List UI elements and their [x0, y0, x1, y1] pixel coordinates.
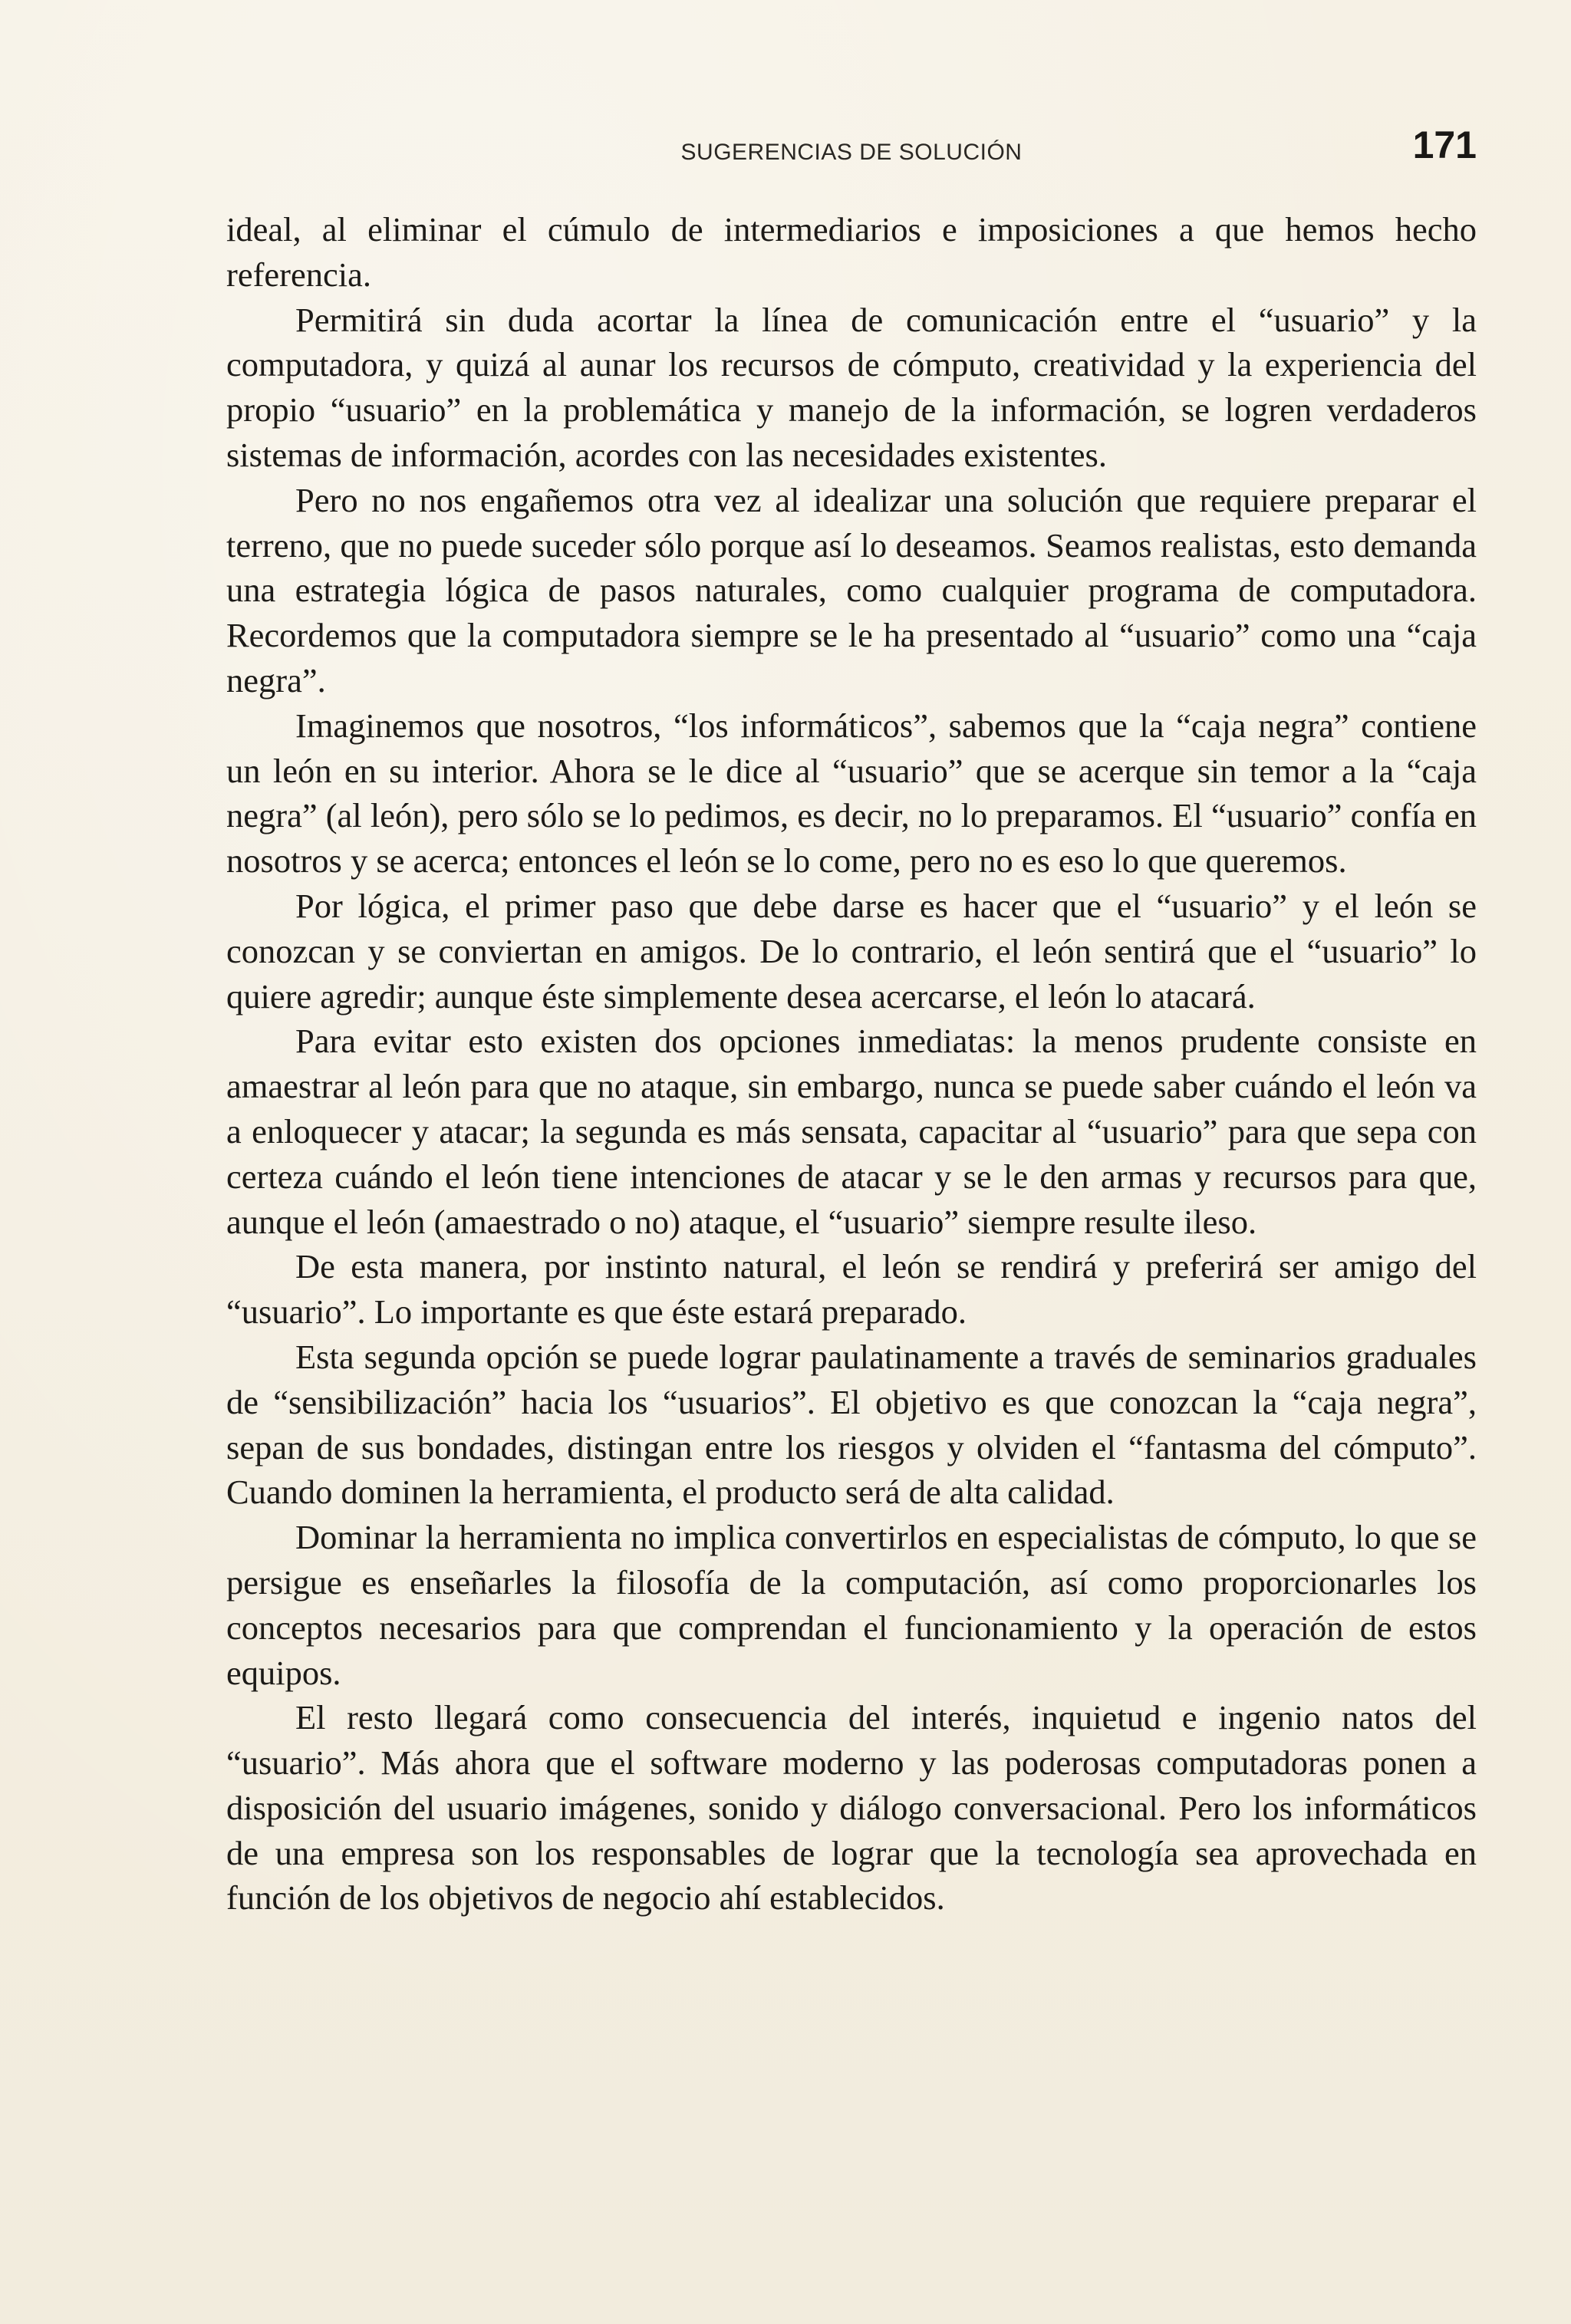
paragraph: Esta segunda opción se puede lograr paulatinamente a través de seminarios graduales de “sensibilización” hacia los “usuarios”. El objetivo es que conozcan la “caja negra”, sepan de sus bondades, distingan entre los riesgos y olviden el “fantasma del cómputo”. Cuando dominen la herramienta, el producto será de alta calidad.	[226, 1337, 1477, 1512]
paragraph: Por lógica, el primer paso que debe darse es hacer que el “usuario” y el león se conozcan y se conviertan en amigos. De lo contrario, el león sentirá que el “usuario” lo quiere agredir; aunque éste simplemente desea acercarse, el león lo atacará.	[226, 886, 1477, 1016]
paragraph: Imaginemos que nosotros, “los informáticos”, sabemos que la “caja negra” contiene un león en su interior. Ahora se le dice al “usuario” que se acerque sin temor a la “caja negra” (al león), pero sólo se lo pedimos, es decir, no lo preparamos. El “usuario” confía en nosotros y se acerca; entonces el león se lo come, pero no es eso lo que queremos.	[226, 706, 1477, 881]
page-number: 171	[1412, 123, 1477, 166]
paragraph: Dominar la herramienta no implica convertirlos en especialistas de cómputo, lo que se persigue es enseñarles la filosofía de la computación, así como proporcionarles los conceptos necesarios para que comprendan el funcionamiento y la operación de estos equipos.	[226, 1518, 1477, 1692]
running-head: SUGERENCIAS DE SOLUCIÓN	[680, 140, 1023, 165]
paragraph: ideal, al eliminar el cúmulo de intermediarios e imposiciones a que hemos hecho referencia.	[226, 210, 1477, 294]
paragraph: El resto llegará como consecuencia del interés, inquietud e ingenio natos del “usuario”. Más ahora que el software moderno y las poderosas computadoras ponen a disposición del usuario imágenes, sonido y diálogo conversacional. Pero los informáticos de una empresa son los responsables de lograr que la tecnología sea aprovechada en función de los objetivos de negocio ahí establecidos.	[226, 1698, 1477, 1917]
page-header	[226, 123, 1477, 176]
paragraph: Para evitar esto existen dos opciones inmediatas: la menos prudente consiste en amaestrar al león para que no ataque, sin embargo, nunca se puede saber cuándo el león va a enloquecer y atacar; la segunda es más sensata, capacitar al “usuario” para que sepa con certeza cuándo el león tiene intenciones de atacar y se le den armas y recursos para que, aunque el león (amaestrado o no) ataque, el “usuario” siempre resulte ileso.	[226, 1022, 1477, 1241]
paragraph: Permitirá sin duda acortar la línea de comunicación entre el “usuario” y la computadora, y quizá al aunar los recursos de cómputo, creatividad y la experiencia del propio “usuario” en la problemática y manejo de la información, se logren verdaderos sistemas de información, acordes con las necesidades existentes.	[226, 300, 1477, 474]
paragraph: Pero no nos engañemos otra vez al idealizar una solución que requiere preparar el terreno, que no puede suceder sólo porque así lo deseamos. Seamos realistas, esto demanda una estrategia lógica de pasos naturales, como cualquier programa de computadora. Recordemos que la computadora siempre se le ha presentado al “usuario” como una “caja negra”.	[226, 480, 1477, 700]
paragraph: De esta manera, por instinto natural, el león se rendirá y preferirá ser amigo del “usuario”. Lo importante es que éste estará preparado.	[226, 1247, 1477, 1332]
body-text	[226, 207, 1477, 1921]
